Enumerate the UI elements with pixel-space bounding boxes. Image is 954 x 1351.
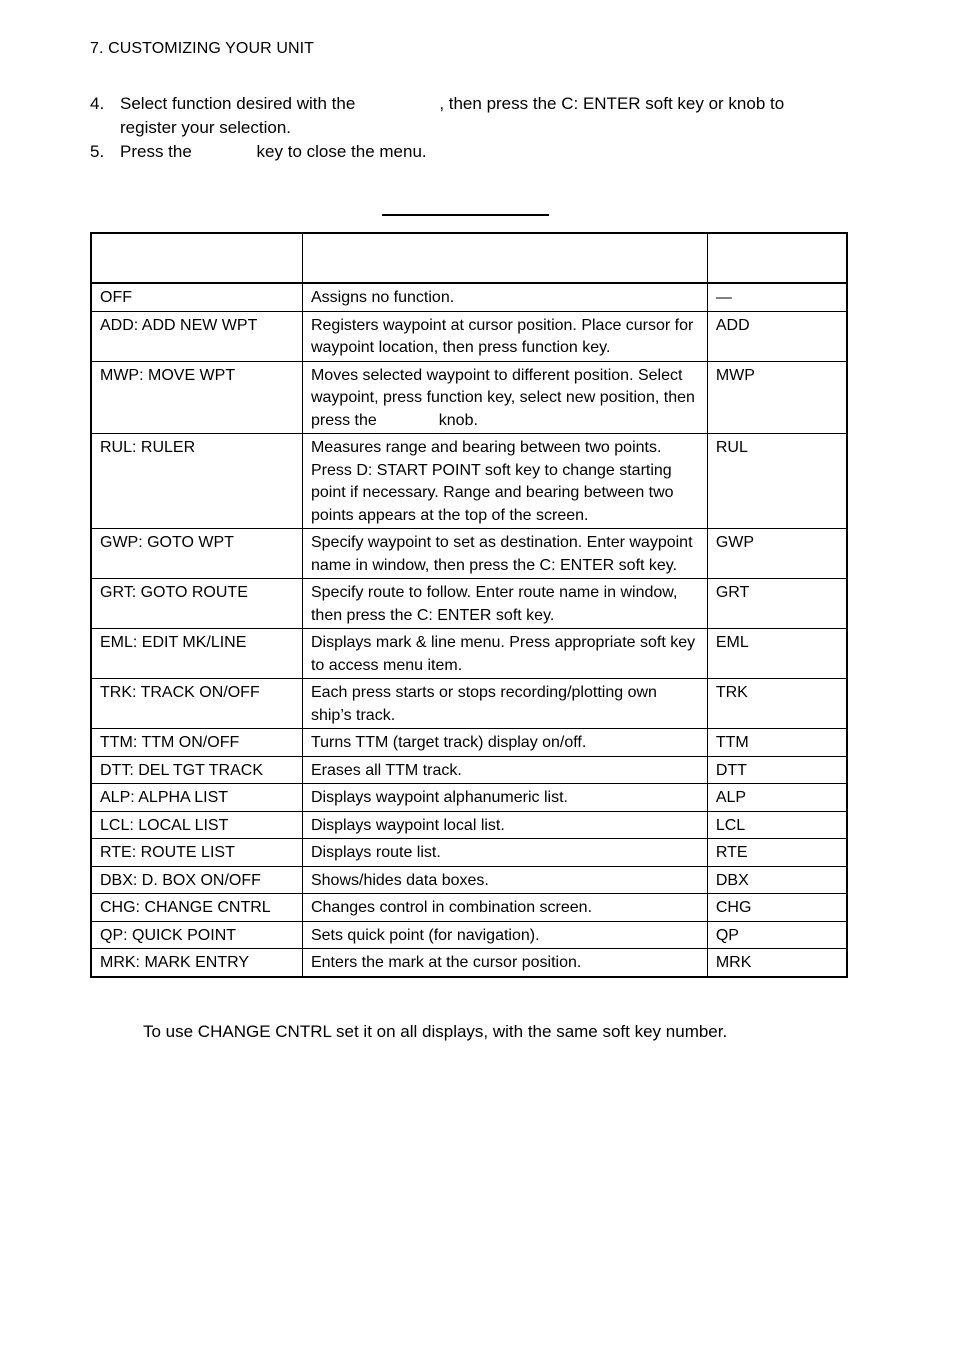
- table-row: [91, 629, 847, 679]
- table-row: [91, 311, 847, 361]
- display-cell: MRK: [707, 949, 847, 977]
- display-cell: DBX: [707, 866, 847, 894]
- table-row: [91, 529, 847, 579]
- description-text-before: Moves selected waypoint to different position. Select waypoint, press function key, select new position, then press the: [310, 366, 695, 429]
- description-cell: Sets quick point (for navigation).: [302, 921, 707, 949]
- running-header: 7. CUSTOMIZING YOUR UNIT: [90, 40, 315, 57]
- description-cell: Measures range and bearing between two points. Press D: START POINT soft key to change starting point if necessary. Range and bearing between two points appears at the top of the screen.: [302, 434, 707, 529]
- display-cell: MWP: [707, 361, 847, 434]
- table-row: [91, 839, 847, 867]
- table-title-underline: [382, 214, 549, 216]
- description-cell: Specify route to follow. Enter route name in window, then press the C: ENTER soft key.: [302, 579, 707, 629]
- table-row: [91, 729, 847, 757]
- column-header-display: [707, 233, 847, 283]
- display-cell: RUL: [707, 434, 847, 529]
- function-cell: EML: EDIT MK/LINE: [91, 629, 302, 679]
- function-cell: GRT: GOTO ROUTE: [91, 579, 302, 629]
- display-cell: TTM: [707, 729, 847, 757]
- description-cell: Displays waypoint local list.: [302, 811, 707, 839]
- procedure-steps: [90, 92, 790, 164]
- description-cell: [302, 361, 707, 434]
- table-row: [91, 811, 847, 839]
- display-cell: RTE: [707, 839, 847, 867]
- display-cell: GWP: [707, 529, 847, 579]
- function-cell: ADD: ADD NEW WPT: [91, 311, 302, 361]
- display-cell: CHG: [707, 894, 847, 922]
- step-text-after: , then press the C: ENTER soft key or knob to register your selection.: [120, 94, 785, 137]
- step-5: [90, 140, 790, 164]
- table-row: [91, 866, 847, 894]
- table-row: [91, 679, 847, 729]
- function-cell: RUL: RULER: [91, 434, 302, 529]
- display-cell: —: [707, 283, 847, 311]
- display-cell: TRK: [707, 679, 847, 729]
- table-header-row: [91, 233, 847, 283]
- description-cell: Changes control in combination screen.: [302, 894, 707, 922]
- function-cell: TTM: TTM ON/OFF: [91, 729, 302, 757]
- step-text-after: key to close the menu.: [256, 142, 427, 161]
- display-cell: ALP: [707, 784, 847, 812]
- description-cell: Displays mark & line menu. Press appropriate soft key to access menu item.: [302, 629, 707, 679]
- display-cell: GRT: [707, 579, 847, 629]
- function-cell: DBX: D. BOX ON/OFF: [91, 866, 302, 894]
- table-row: [91, 579, 847, 629]
- description-cell: Enters the mark at the cursor position.: [302, 949, 707, 977]
- function-cell: MRK: MARK ENTRY: [91, 949, 302, 977]
- description-text-after: knob.: [438, 411, 478, 429]
- function-cell: LCL: LOCAL LIST: [91, 811, 302, 839]
- description-cell: Erases all TTM track.: [302, 756, 707, 784]
- display-cell: QP: [707, 921, 847, 949]
- function-cell: OFF: [91, 283, 302, 311]
- column-header-function: [91, 233, 302, 283]
- description-cell: Displays waypoint alphanumeric list.: [302, 784, 707, 812]
- step-text: [120, 140, 427, 164]
- table-row: [91, 949, 847, 977]
- footnote: To use CHANGE CNTRL set it on all displays, with the same soft key number.: [143, 1022, 728, 1041]
- step-number: 4.: [90, 94, 105, 113]
- display-cell: DTT: [707, 756, 847, 784]
- display-cell: LCL: [707, 811, 847, 839]
- function-cell: RTE: ROUTE LIST: [91, 839, 302, 867]
- table-row: [91, 784, 847, 812]
- function-cell: MWP: MOVE WPT: [91, 361, 302, 434]
- step-text-before: Select function desired with the: [120, 94, 356, 113]
- step-4: [90, 92, 790, 140]
- table-row: [91, 894, 847, 922]
- description-cell: Specify waypoint to set as destination. Enter waypoint name in window, then press the C: ENTER soft key.: [302, 529, 707, 579]
- table-row: [91, 921, 847, 949]
- table-row: [91, 283, 847, 311]
- description-cell: Displays route list.: [302, 839, 707, 867]
- step-text: [120, 92, 790, 140]
- column-header-description: [302, 233, 707, 283]
- step-text-before: Press the: [120, 142, 192, 161]
- description-cell: Assigns no function.: [302, 283, 707, 311]
- function-cell: TRK: TRACK ON/OFF: [91, 679, 302, 729]
- function-key-table: [90, 232, 848, 978]
- function-cell: DTT: DEL TGT TRACK: [91, 756, 302, 784]
- function-cell: CHG: CHANGE CNTRL: [91, 894, 302, 922]
- display-cell: ADD: [707, 311, 847, 361]
- description-cell: Shows/hides data boxes.: [302, 866, 707, 894]
- function-cell: QP: QUICK POINT: [91, 921, 302, 949]
- table-row: [91, 434, 847, 529]
- display-cell: EML: [707, 629, 847, 679]
- function-cell: GWP: GOTO WPT: [91, 529, 302, 579]
- description-cell: Turns TTM (target track) display on/off.: [302, 729, 707, 757]
- table-row: [91, 361, 847, 434]
- step-number: 5.: [90, 142, 105, 161]
- description-cell: Registers waypoint at cursor position. Place cursor for waypoint location, then press function key.: [302, 311, 707, 361]
- function-cell: ALP: ALPHA LIST: [91, 784, 302, 812]
- table-row: [91, 756, 847, 784]
- description-cell: Each press starts or stops recording/plotting own ship’s track.: [302, 679, 707, 729]
